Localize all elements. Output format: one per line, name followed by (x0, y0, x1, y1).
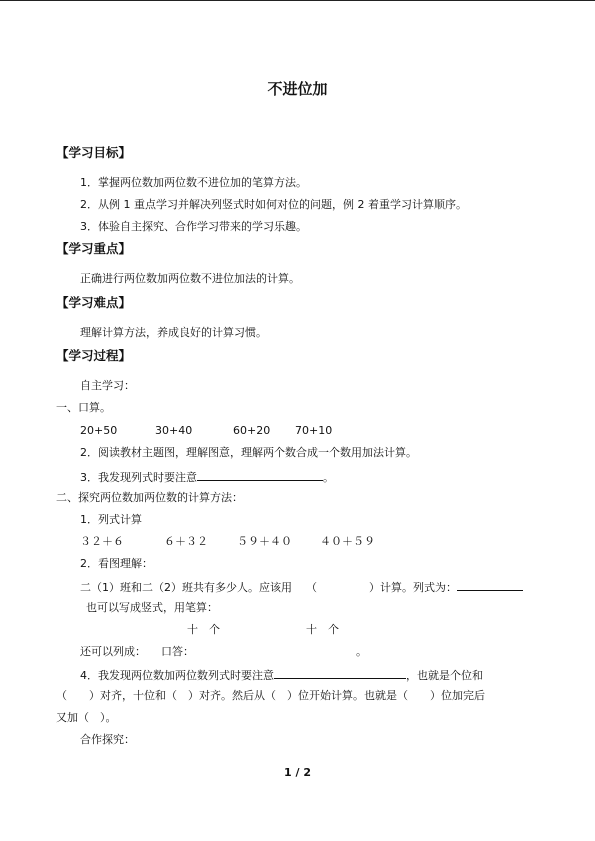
item3-prefix: 3．我发现列式时要注意 (80, 471, 197, 484)
goal-item-1: 1．掌握两位数加两位数不进位加的笔算方法。 (80, 176, 307, 189)
item3-blank (197, 469, 323, 481)
formula-blank (457, 579, 523, 591)
goal-item-3: 3．体验自主探究、合作学习带来的学习乐趣。 (80, 220, 307, 233)
page-title: 不进位加 (267, 80, 328, 98)
difficulty-heading: 【学习难点】 (56, 295, 132, 310)
item4-suffix: ，也就是个位和 (406, 669, 483, 682)
oral-item-3: 60+20 (233, 424, 271, 437)
oral-item-1: 20+50 (80, 424, 118, 437)
page-top-rule (0, 0, 595, 1)
self-study-label: 自主学习： (80, 379, 135, 392)
also-label: 还可以列成： (80, 645, 146, 658)
part2-title: 二、探究两位数加两位数的计算方法： (56, 491, 243, 504)
vertical-form-line: 也可以写成竖式，用笔算： (86, 601, 218, 614)
part1-title: 一、口算。 (56, 401, 111, 414)
goals-heading: 【学习目标】 (56, 145, 132, 160)
oral-item-2: 30+40 (155, 424, 193, 437)
sub2-label: 2．看图理解： (80, 557, 153, 570)
place-label-1: 十 个 (187, 623, 220, 636)
item4-line-3: 又加（ ）。 (56, 711, 117, 724)
process-heading: 【学习过程】 (56, 348, 132, 363)
calc-item-2: ６＋３２ (164, 535, 208, 548)
sub1-label: 1．列式计算 (80, 513, 142, 526)
process-item-2: 2．阅读教材主题图，理解图意，理解两个数合成一个数用加法计算。 (80, 446, 417, 459)
class-question (80, 579, 523, 595)
oral-answer-label: 口答： (161, 645, 194, 658)
item4-blank (274, 667, 406, 679)
class-question-paren-close: ）计算。列式为： (369, 581, 457, 594)
process-item-4 (80, 667, 483, 683)
class-question-paren-open: （ (306, 581, 317, 594)
key-text: 正确进行两位数加两位数不进位加法的计算。 (80, 272, 300, 285)
key-heading: 【学习重点】 (56, 241, 132, 256)
oral-item-4: 70+10 (295, 424, 333, 437)
item3-suffix: 。 (323, 471, 334, 484)
oral-answer-end: 。 (356, 645, 367, 658)
calc-item-3: ５９＋４０ (237, 535, 292, 548)
calc-item-4: ４０＋５９ (320, 535, 375, 548)
goal-item-2: 2．从例 1 重点学习并解决列竖式时如何对位的问题，例 2 着重学习计算顺序。 (80, 198, 467, 211)
class-question-text: 二（1）班和二（2）班共有多少人。应该用 (80, 581, 292, 594)
item4-prefix: 4．我发现两位数加两位数列式时要注意 (80, 669, 274, 682)
process-item-3 (80, 469, 334, 485)
page-footer-number: 1 / 2 (284, 766, 311, 779)
calc-item-1: ３２＋６ (80, 535, 124, 548)
item4-line-2: （ ）对齐，十位和（ ）对齐。然后从（ ）位开始计算。也就是（ ）位加完后 (56, 689, 485, 702)
place-label-2: 十 个 (306, 623, 339, 636)
cooperation-label: 合作探究： (80, 733, 135, 746)
difficulty-text: 理解计算方法，养成良好的计算习惯。 (80, 326, 267, 339)
